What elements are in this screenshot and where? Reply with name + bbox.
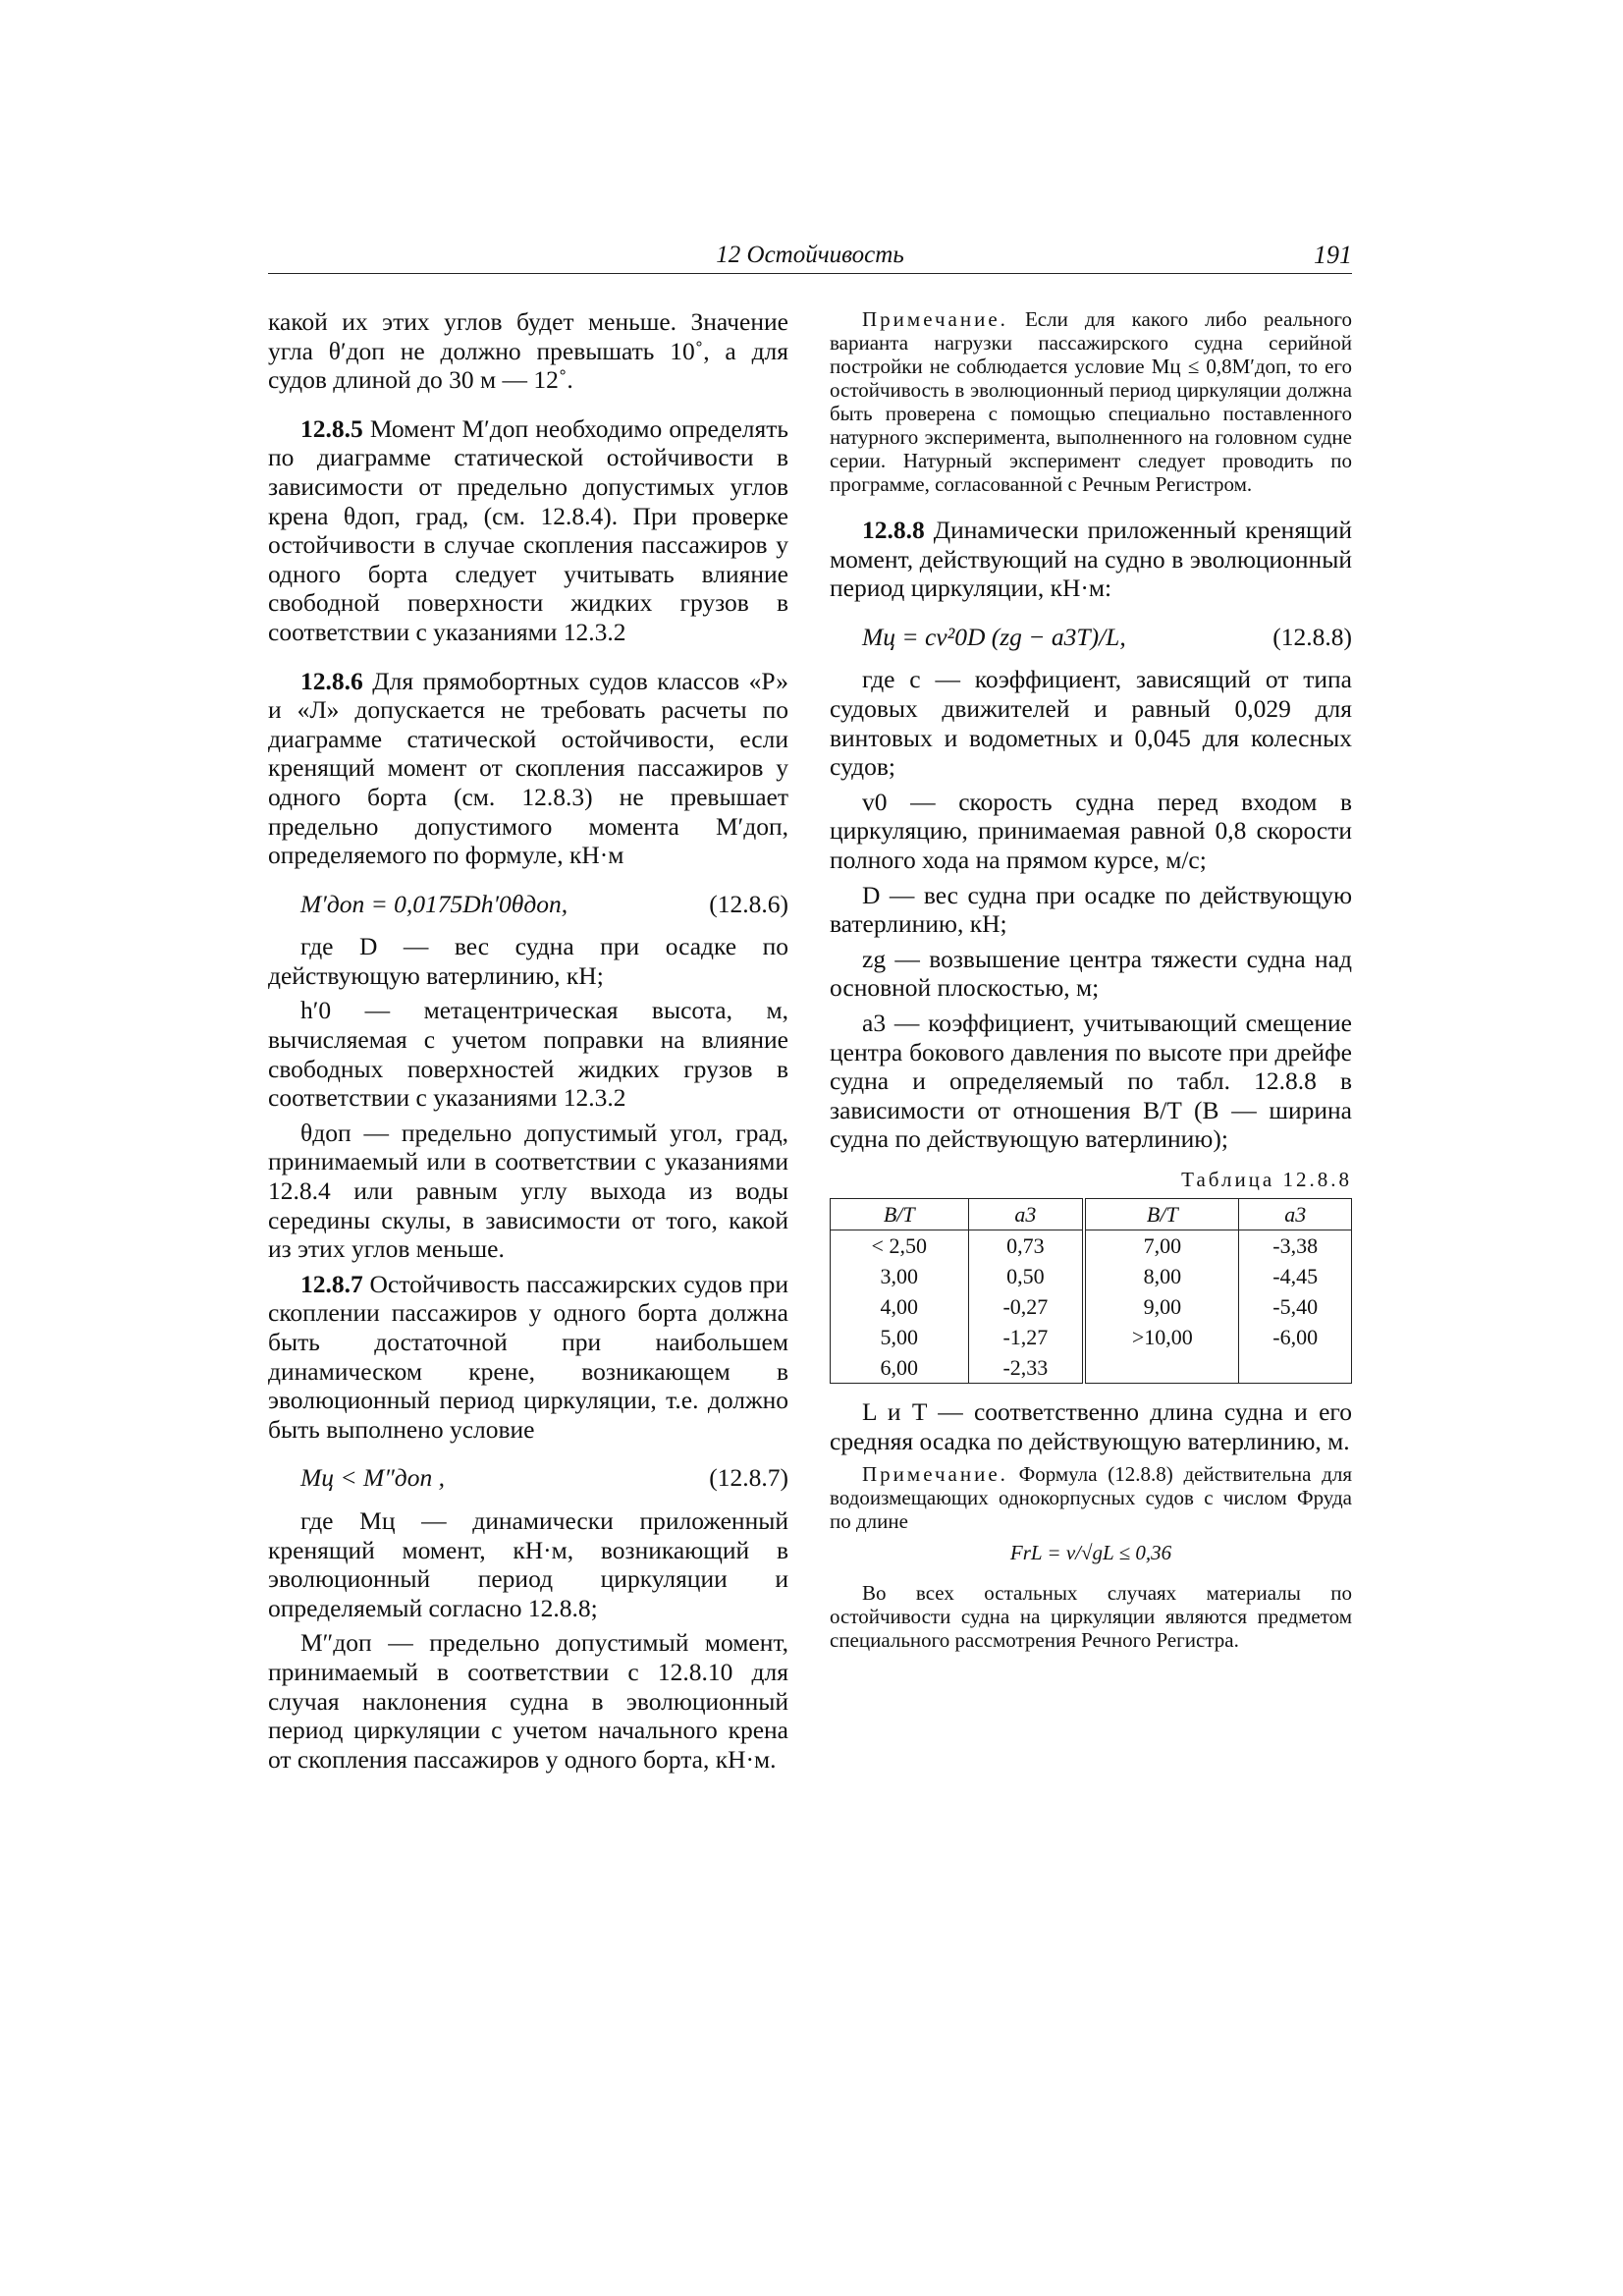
formula-12-8-7: [268, 1463, 788, 1493]
formula-body: M′доп = 0,0175Dh′0θдоп,: [300, 889, 568, 918]
table-row: [831, 1291, 1352, 1322]
formula-number: (12.8.7): [709, 1463, 788, 1493]
formula-12-8-6: [268, 890, 788, 919]
page-header: [268, 240, 1352, 274]
column-header: a3: [1239, 1199, 1352, 1230]
section-number: 12.8.8: [862, 516, 925, 544]
table-cell: 5,00: [831, 1322, 969, 1352]
formula-12-8-8: [830, 623, 1352, 652]
table-cell: 0,73: [968, 1230, 1084, 1262]
table-cell: -0,27: [968, 1291, 1084, 1322]
definition-Mc: где Mц — динамически приложенный кренящий момент, кН·м, возникающий в эволюционный период циркуляции и определяемый согласно 12.8.8;: [268, 1505, 788, 1622]
table-cell: [1084, 1352, 1239, 1384]
section-12-8-7: [268, 1270, 788, 1445]
note-text: Если для какого либо реального варианта нагрузки пассажирского судна серийной постройки не соблюдается условие Mц ≤ 0,8M′доп, то его остойчивость в эволюционный период циркуляции должна быть проверена с помощью специально поставленного натурного эксперимента, выполненного на головном судне серии. Натурный эксперимент следует проводить по программе, согласованной с Речным Регистром.: [830, 307, 1352, 496]
table-cell: 6,00: [831, 1352, 969, 1384]
section-12-8-8: [830, 516, 1352, 603]
running-title: 12 Остойчивость: [716, 242, 904, 268]
formula-body: Mц < M″доп ,: [300, 1463, 445, 1493]
definition-a3: a3 — коэффициент, учитывающий смещение центра бокового давления по высоте при дрейфе судна и определяемый по табл. 12.8.8 в зависимости от отношения B/T (B — ширина судна по действующую ватерлинию);: [830, 1008, 1352, 1154]
table-cell: < 2,50: [831, 1230, 969, 1262]
note-1: [830, 307, 1352, 496]
column-header: B/T: [831, 1199, 969, 1230]
table-cell: 9,00: [1084, 1291, 1239, 1322]
table-row: [831, 1322, 1352, 1352]
definition-h0: h′0 — метацентрическая высота, м, вычисляемая с учетом поправки на влияние свободных поверхностей жидких грузов в соответствии с указаниями 12.3.2: [268, 996, 788, 1113]
section-number: 12.8.7: [300, 1269, 363, 1298]
table-row: [831, 1230, 1352, 1262]
table-cell: -2,33: [968, 1352, 1084, 1384]
table-cell: -1,27: [968, 1322, 1084, 1352]
closing-note: Во всех остальных случаях материалы по остойчивости судна на циркуляции являются предметом специального рассмотрения Речного Регистра.: [830, 1581, 1352, 1653]
table-cell: 8,00: [1084, 1261, 1239, 1291]
paragraph-continuation: какой их этих углов будет меньше. Значение угла θ′доп не должно превышать 10˚, а для судов длиной до 30 м — 12˚.: [268, 307, 788, 395]
table-header-row: [831, 1199, 1352, 1230]
section-text: Момент M′доп необходимо определять по диаграмме статической остойчивости в зависимости от предельно допустимых углов крена θдоп, град, (см. 12.8.4). При проверке остойчивости в случае скопления пассажиров у одного борта следует учитывать влияние свободной поверхности жидких грузов в соответствии с указаниями 12.3.2: [268, 413, 788, 646]
definition-c: где c — коэффициент, зависящий от типа судовых движителей и равный 0,029 для винтовых и водометных и 0,045 для колесных судов;: [830, 665, 1352, 782]
note-text: Формула (12.8.8) действительна для водоизмещающих однокорпусных судов с числом Фруда по длине: [830, 1461, 1352, 1533]
section-number: 12.8.5: [300, 413, 363, 443]
definition-theta: θдоп — предельно допустимый угол, град, принимаемый или в соответствии с указаниями 12.8.4 или равным углу выхода из воды середины скулы, в зависимости от того, какой из этих углов меньше.: [268, 1118, 788, 1264]
left-column: [268, 307, 788, 1779]
definition-v0: v0 — скорость судна перед входом в циркуляцию, принимаемая равной 0,8 скорости полного хода на прямом курсе, м/с;: [830, 787, 1352, 874]
page-number: 191: [1314, 241, 1352, 269]
formula-number: (12.8.6): [709, 889, 788, 918]
section-text: Остойчивость пассажирских судов при скоплении пассажиров у одного борта должна быть достаточной при наибольшем динамическом крене, возникающем в эволюционный период циркуляции, т.е. должно быть выполнено условие: [268, 1269, 788, 1444]
right-column: [830, 307, 1352, 1652]
table-row: [831, 1261, 1352, 1291]
table-cell: -3,38: [1239, 1230, 1352, 1262]
section-number: 12.8.6: [300, 666, 363, 695]
note-2: [830, 1462, 1352, 1533]
table-cell: 0,50: [968, 1261, 1084, 1291]
table-cell: -6,00: [1239, 1322, 1352, 1352]
definition-M-dop: M″доп — предельно допустимый момент, принимаемый в соответствии с 12.8.10 для случая наклонения судна в эволюционный период циркуляции с учетом начального крена от скопления пассажиров у одного борта, кН·м.: [268, 1628, 788, 1774]
table-caption: Таблица 12.8.8: [1181, 1167, 1352, 1191]
column-header: a3: [968, 1199, 1084, 1230]
section-text: Динамически приложенный кренящий момент, действующий на судно в эволюционный период циркуляции, кН·м:: [830, 516, 1352, 603]
formula-number: (12.8.8): [1272, 622, 1352, 651]
table-12-8-8: [830, 1198, 1352, 1384]
section-12-8-6: [268, 667, 788, 870]
table-row: [831, 1352, 1352, 1384]
definition-L-T: L и T — соответственно длина судна и его средняя осадка по действующую ватерлинию, м.: [830, 1397, 1352, 1456]
table-cell: [1239, 1352, 1352, 1384]
formula-body: Mц = cv²0D (zg − a3T)/L,: [862, 622, 1126, 651]
table-cell: 4,00: [831, 1291, 969, 1322]
section-12-8-5: [268, 414, 788, 647]
section-text: Для прямобортных судов классов «Р» и «Л» допускается не требовать расчеты по диаграмме статической остойчивости, если кренящий момент от скопления пассажиров у одного борта (см. 12.8.3) не превышает предельно допустимого момента M′доп, определяемого по формуле, кН·м: [268, 666, 788, 870]
froude-formula: FrL = v/√gL ≤ 0,36: [1009, 1540, 1172, 1564]
table-cell: >10,00: [1084, 1322, 1239, 1352]
definition-D: где D — вес судна при осадке по действующую ватерлинию, кН;: [268, 932, 788, 990]
table-cell: -5,40: [1239, 1291, 1352, 1322]
table-cell: -4,45: [1239, 1261, 1352, 1291]
note-label: Примечание.: [862, 307, 1008, 331]
column-header: B/T: [1084, 1199, 1239, 1230]
definition-zg: zg — возвышение центра тяжести судна над основной плоскостью, м;: [830, 944, 1352, 1003]
note-label: Примечание.: [862, 1461, 1008, 1486]
definition-D: D — вес судна при осадке по действующую ватерлинию, кН;: [830, 880, 1352, 939]
table-cell: 3,00: [831, 1261, 969, 1291]
table-cell: 7,00: [1084, 1230, 1239, 1262]
